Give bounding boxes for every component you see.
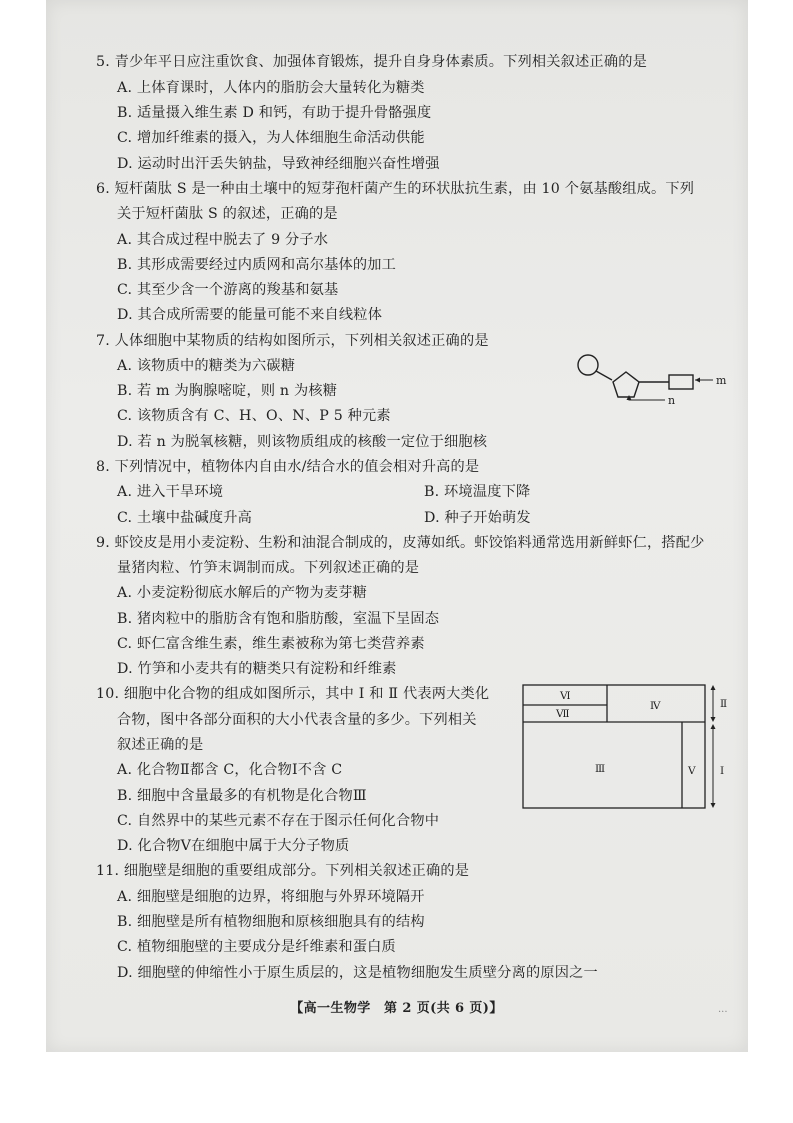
q10-stem-line2: 合物，图中各部分面积的大小代表含量的多少。下列相关 [117,712,477,728]
label-m: m [716,374,727,387]
q6-option-b: B. 其形成需要经过内质网和高尔基体的加工 [117,257,397,273]
label-i: Ⅰ [720,765,725,777]
q5-option-d: D. 运动时出汗丢失钠盐，导致神经细胞兴奋性增强 [117,156,440,172]
label-vi: Ⅵ [560,690,571,702]
q6-option-c: C. 其至少含一个游离的羧基和氨基 [117,282,339,298]
nucleotide-structure-figure [575,352,740,404]
q9-option-a: A. 小麦淀粉彻底水解后的产物为麦芽糖 [117,585,368,601]
q11-option-a: A. 细胞壁是细胞的边界，将细胞与外界环境隔开 [117,889,425,905]
q10-option-b: B. 细胞中含量最多的有机物是化合物Ⅲ [117,788,367,804]
pentose-pentagon [613,372,639,397]
q8-option-d: D. 种子开始萌发 [424,510,531,526]
label-iv: Ⅳ [650,700,661,712]
q11-option-b: B. 细胞壁是所有植物细胞和原核细胞具有的结构 [117,914,425,930]
q9-stem-line1: 9. 虾饺皮是用小麦淀粉、生粉和油混合制成的，皮薄如纸。虾饺馅料通常选用新鲜虾仁，搭配少 [96,535,705,551]
q5-option-a: A. 上体育课时，人体内的脂肪会大量转化为糖类 [117,80,425,96]
q6-stem-line1: 6. 短杆菌肽 S 是一种由土壤中的短芽孢杆菌产生的环状肽抗生素，由 10 个氨基酸组成。下列 [96,181,695,197]
q11-option-d: D. 细胞壁的伸缩性小于原生质层的，这是植物细胞发生质壁分离的原因之一 [117,965,598,981]
corner-mark: ... [718,1004,728,1015]
label-v: Ⅴ [688,765,696,777]
label-iii: Ⅲ [595,763,606,775]
page-footer: 【高一生物学 第 2 页(共 6 页)】 [290,1001,503,1016]
q6-stem-line2: 关于短杆菌肽 S 的叙述，正确的是 [117,206,338,222]
q11-stem: 11. 细胞壁是细胞的重要组成部分。下列相关叙述正确的是 [96,863,470,879]
q8-option-a: A. 进入干旱环境 [117,484,224,500]
q10-option-a: A. 化合物Ⅱ都含 C，化合物Ⅰ不含 C [117,762,343,778]
phosphate-circle [578,355,598,375]
q10-stem-line3: 叙述正确的是 [117,737,204,753]
q7-option-c: C. 该物质含有 C、H、O、N、P 5 种元素 [117,408,391,424]
q10-stem-line1: 10. 细胞中化合物的组成如图所示，其中 Ⅰ 和 Ⅱ 代表两大类化 [96,686,490,702]
q9-stem-line2: 量猪肉粒、竹笋末调制而成。下列叙述正确的是 [117,560,420,576]
q11-option-c: C. 植物细胞壁的主要成分是纤维素和蛋白质 [117,939,396,955]
q9-option-d: D. 竹笋和小麦共有的糖类只有淀粉和纤维素 [117,661,397,677]
q8-option-c: C. 土壤中盐碱度升高 [117,510,253,526]
q7-option-d: D. 若 n 为脱氧核糖，则该物质组成的核酸一定位于细胞核 [117,434,488,450]
q8-stem: 8. 下列情况中，植物体内自由水/结合水的值会相对升高的是 [96,459,480,475]
q6-option-d: D. 其合成所需要的能量可能不来自线粒体 [117,307,383,323]
q5-stem: 5. 青少年平日应注重饮食、加强体育锻炼，提升自身身体素质。下列相关叙述正确的是 [96,54,647,70]
label-n: n [668,394,676,404]
compound-area-diagram [522,684,734,812]
q7-option-a: A. 该物质中的糖类为六碳糖 [117,358,296,374]
q9-option-b: B. 猪肉粒中的脂肪含有饱和脂肪酸，室温下呈固态 [117,611,440,627]
q5-option-b: B. 适量摄入维生素 D 和钙，有助于提升骨骼强度 [117,105,432,121]
q7-stem: 7. 人体细胞中某物质的结构如图所示，下列相关叙述正确的是 [96,333,489,349]
q10-option-d: D. 化合物Ⅴ在细胞中属于大分子物质 [117,838,350,854]
q7-option-b: B. 若 m 为胸腺嘧啶，则 n 为核糖 [117,383,338,399]
base-rectangle [669,375,693,389]
q5-option-c: C. 增加纤维素的摄入，为人体细胞生命活动供能 [117,130,425,146]
q10-option-c: C. 自然界中的某些元素不存在于图示任何化合物中 [117,813,440,829]
q9-option-c: C. 虾仁富含维生素，维生素被称为第七类营养素 [117,636,425,652]
q6-option-a: A. 其合成过程中脱去了 9 分子水 [117,232,329,248]
q8-option-b: B. 环境温度下降 [424,484,531,500]
label-vii: Ⅶ [556,708,570,720]
label-ii: Ⅱ [720,698,728,710]
